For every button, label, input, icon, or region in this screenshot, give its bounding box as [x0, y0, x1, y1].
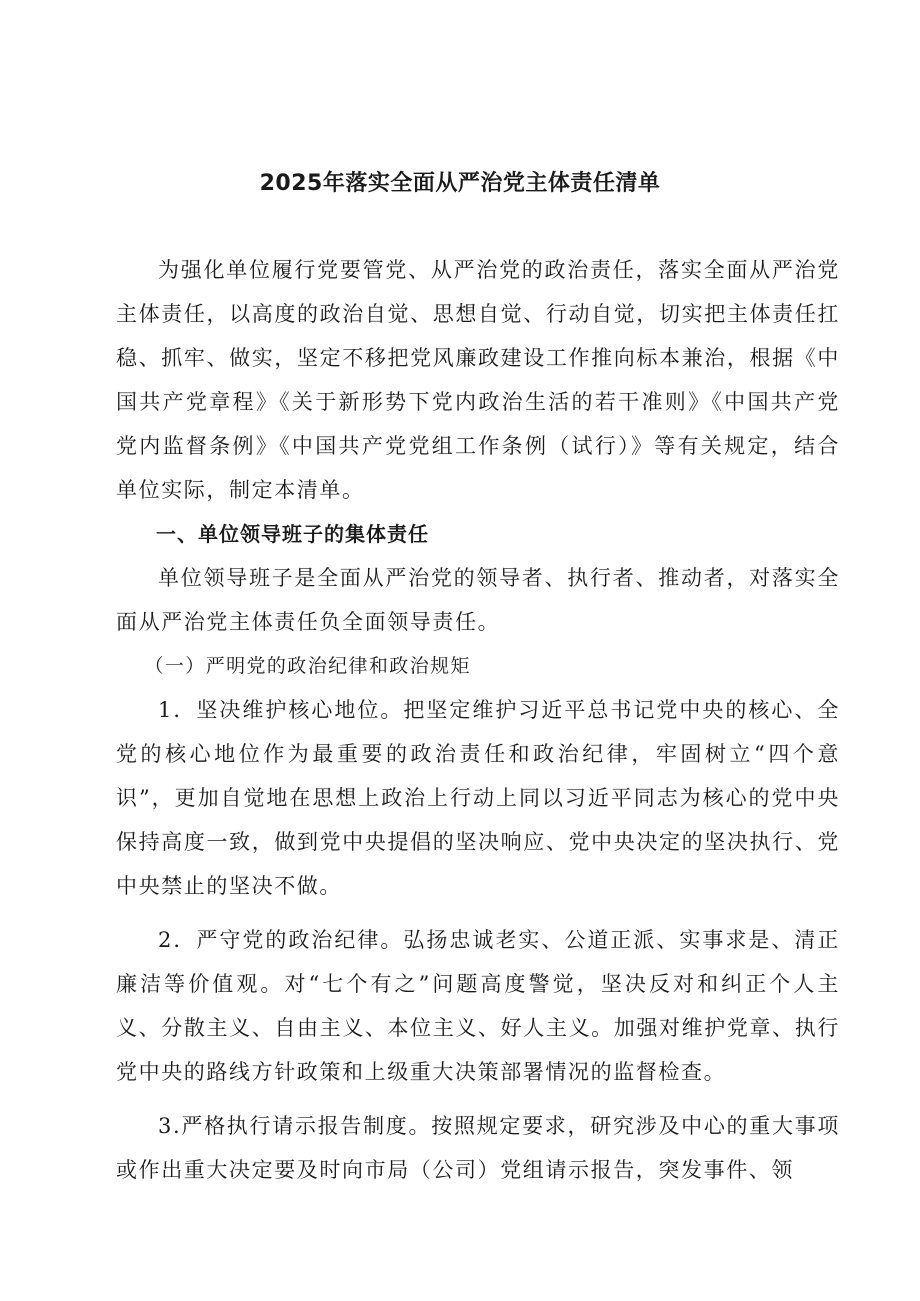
document-body [116, 248, 840, 1192]
section-heading: 一、单位领导班子的集体责任 [156, 522, 429, 546]
document-title: 2025年落实全面从严治党主体责任清单 [259, 171, 661, 196]
intro-paragraph: 为强化单位履行党要管党、从严治党的政治责任，落实全面从严治党主体责任，以高度的政治自觉、思想自觉、行动自觉，切实把主体责任扛稳、抓牢、做实，坚定不移把党风廉政建设工作推向标本兼治，根据《中国共产党章程》《关于新形势下党内政治生活的若干准则》《中国共产党党内监督条例》《中国共产党党组工作条例（试行）》等有关规定，结合单位实际，制定本清单。 [116, 258, 840, 502]
paragraph-gap [116, 1094, 840, 1104]
section-intro-paragraph: 单位领导班子是全面从严治党的领导者、执行者、推动者，对落实全面从严治党主体责任负全面领导责任。 [116, 566, 840, 634]
list-item-2: 2．严守党的政治纪律。弘扬忠诚老实、公道正派、实事求是、清正廉洁等价值观。对“七个有之”问题高度警觉，坚决反对和纠正个人主义、分散主义、自由主义、本位主义、好人主义。加强对维护党章、执行党中央的路线方针政策和上级重大决策部署情况的监督检查。 [116, 928, 840, 1084]
list-item-1: 1．坚决维护核心地位。把坚定维护习近平总书记党中央的核心、全党的核心地位作为最重要的政治责任和政治纪律，牢固树立“四个意识”，更加自觉地在思想上政治上行动上同以习近平同志为核心的党中央保持高度一致，做到党中央提倡的坚决响应、党中央决定的坚决执行、党中央禁止的坚决不做。 [116, 698, 840, 898]
list-item-3: 3.严格执行请示报告制度。按照规定要求，研究涉及中心的重大事项或作出重大决定要及时向市局（公司）党组请示报告，突发事件、领 [116, 1114, 840, 1182]
paragraph-gap [116, 908, 840, 918]
subsection-heading: （一）严明党的政治纪律和政治规矩 [144, 655, 471, 677]
